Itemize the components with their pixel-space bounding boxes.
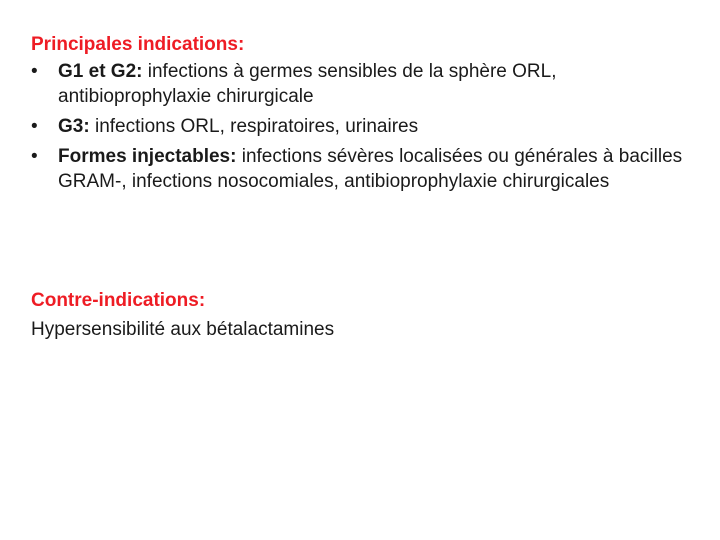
indication-term: Formes injectables: [58,146,237,167]
indications-section [31,30,691,199]
contraindications-heading: Contre-indications: [31,290,206,311]
list-item [31,144,691,194]
list-item [31,114,691,139]
bullet-icon: • [31,61,38,82]
indication-term: G3: [58,116,90,137]
indication-text: infections à germes sensibles de la sphère ORL, antibioprophylaxie chirurgicale [58,61,557,107]
indications-heading: Principales indications: [31,34,245,55]
contraindications-text: Hypersensibilité aux bétalactamines [31,319,335,340]
indication-text: infections ORL, respiratoires, urinaires [89,116,419,137]
list-item [31,59,691,109]
bullet-icon: • [31,116,38,137]
indication-term: G1 et G2: [58,61,143,82]
indications-list [31,59,691,194]
contraindications-section [31,286,691,344]
bullet-icon: • [31,146,38,167]
indication-text: infections sévères localisées ou générales à bacilles GRAM-, infections nosocomiales, antibioprophylaxie chirurgicales [58,146,683,192]
